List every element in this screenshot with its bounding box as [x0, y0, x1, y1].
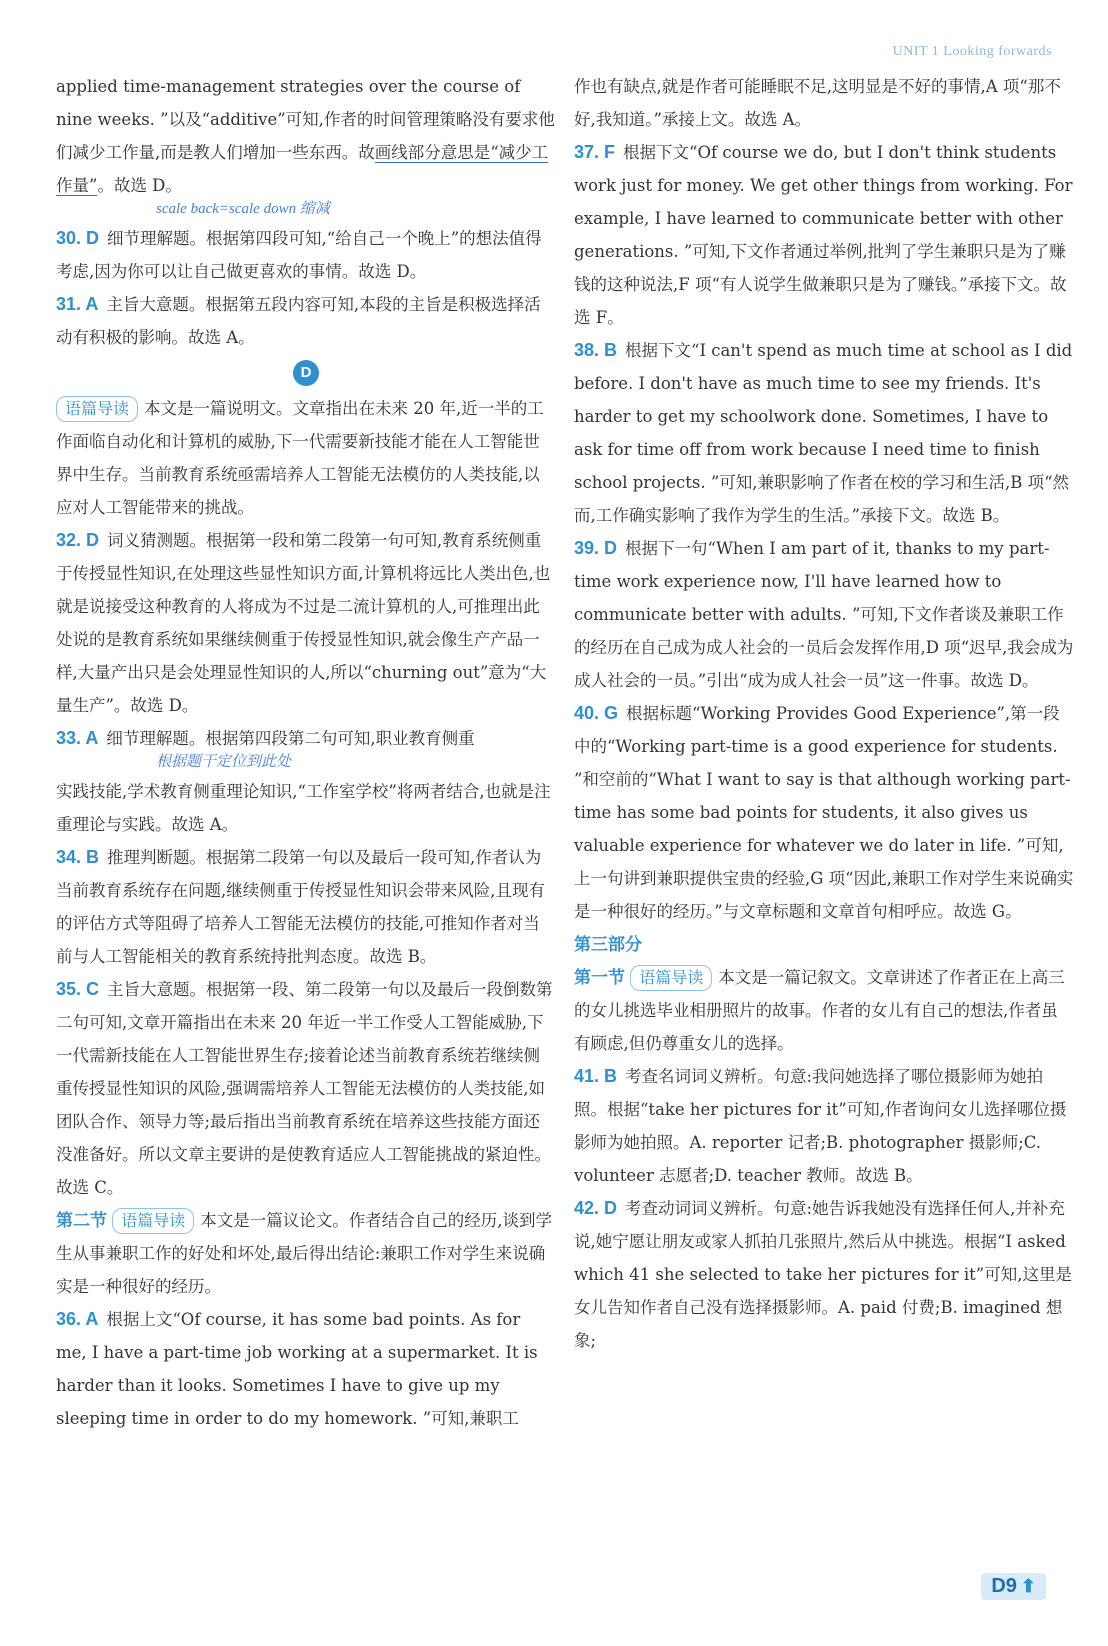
note-text: scale back=scale down 缩减	[156, 201, 330, 217]
answer-39	[574, 532, 1074, 697]
question-number: 33. A	[56, 728, 99, 748]
answer-34	[56, 841, 556, 973]
guide-text: 本文是一篇说明文。文章指出在未来 20 年,近一半的工作面临自动化和计算机的威胁,下一代需要新技能才能在人工智能世界中生存。当前教育系统亟需培养人工智能无法模仿的人类技能,以应对人工智能带来的挑战。	[56, 399, 544, 517]
answer-32	[56, 524, 556, 722]
answer-text: 词义猜测题。根据第一段和第二段第一句可知,教育系统侧重于传授显性知识,在处理这些显性知识方面,计算机将远比人类出色,也就是说接受这种教育的人将成为不过是二流计算机的人,可推理出此处说的是教育系统如果继续侧重于传授显性知识,就会像生产产品一样,大量产出只是会处理显性知识的人,所以“churning out”意为“大量生产”。故选 D。	[56, 531, 551, 715]
question-number: 31. A	[56, 294, 99, 314]
badge-letter: D	[293, 360, 319, 386]
answer-text: 主旨大意题。根据第五段内容可知,本段的主旨是积极选择活动有积极的影响。故选 A。	[56, 295, 541, 347]
left-column	[56, 70, 556, 1435]
answer-text: 作也有缺点,就是作者可能睡眠不足,这明显是不好的事情,A 项“那不好,我知道。”承接上文。故选 A。	[574, 77, 1061, 129]
answer-38	[574, 334, 1074, 532]
answer-text: 考查名词词义辨析。句意:我问她选择了哪位摄影师为她拍照。根据“take her pictures for it”可知,作者询问女儿选择哪位摄影师为她拍照。A. reporter 记者;B. photographer 摄影师;C. volunteer 志愿者;D. teacher 教师。故选 B。	[574, 1067, 1067, 1185]
right-column	[574, 70, 1074, 1357]
answer-text: 根据标题“Working Provides Good Experience”,第一段中的“Working part-time is a good experience for students. ”和空前的“What I want to say is that although working part-time has some bad points for students, it also gives us valuable experience for whatever we do later in life. ”可知,上一句讲到兼职提供宝贵的经验,G 项“因此,兼职工作对学生来说确实是一种很好的经历。”与文章标题和文章首句相呼应。故选 G。	[574, 704, 1074, 921]
answer-40	[574, 697, 1074, 928]
answer-text: 实践技能,学术教育侧重理论知识,“工作室学校”将两者结合,也就是注重理论与实践。故选 A。	[56, 782, 551, 834]
paragraph	[56, 70, 556, 202]
question-number: 37. F	[574, 142, 616, 162]
answer-30	[56, 222, 556, 288]
guide-paragraph	[56, 392, 556, 524]
answer-41	[574, 1060, 1074, 1192]
answer-text: 根据下文“I can't spend as much time at school as I did before. I don't have as much time to see my friends. It's harder to get my schoolwork done. Sometimes, I have to ask for time off from work because I need time to finish school projects. ”可知,兼职影响了作者在校的学习和生活,B 项“然而,工作确实影响了我作为学生的生活。”承接下文。故选 B。	[574, 341, 1073, 525]
underlined-text: 画线部分意思是“减少工作量”	[56, 143, 549, 195]
question-number: 39. D	[574, 538, 618, 558]
question-number: 32. D	[56, 530, 100, 550]
guide-tag: 语篇导读	[630, 965, 712, 991]
question-number: 30. D	[56, 228, 100, 248]
guide3-paragraph	[574, 961, 1074, 1060]
guide-text: 本文是一篇议论文。作者结合自己的经历,谈到学生从事兼职工作的好处和坏处,最后得出结论:兼职工作对学生来说确实是一种很好的经历。	[56, 1211, 553, 1296]
answer-36-cont	[574, 70, 1074, 136]
guide-tag: 语篇导读	[112, 1208, 194, 1234]
answer-33-cont	[56, 775, 556, 841]
answer-text: 考查动词词义辨析。句意:她告诉我她没有选择任何人,并补充说,她宁愿让朋友或家人抓拍几张照片,然后从中挑选。根据“I asked which 41 she selected to take her pictures for it”可知,这里是女儿告知作者自己没有选择摄影师。A. paid 付费;B. imagined 想象;	[574, 1199, 1072, 1350]
question-number: 38. B	[574, 340, 618, 360]
guide-tag: 语篇导读	[56, 396, 138, 422]
answer-text: 细节理解题。根据第四段可知,“给自己一个晚上”的想法值得考虑,因为你可以让自己做更喜欢的事情。故选 D。	[56, 229, 542, 281]
page-number-text: D9	[991, 1575, 1017, 1597]
answer-text: 根据下文“Of course we do, but I don't think students work just for money. We get other things from working. For example, I have learned to communicate better with other generations. ”可知,下文作者通过举例,批判了学生兼职只是为了赚钱的这种说法,F 项“有人说学生做兼职只是为了赚钱。”承接下文。故选 F。	[574, 143, 1073, 327]
answer-text: 主旨大意题。根据第一段、第二段第一句以及最后一段倒数第二句可知,文章开篇指出在未来 20 年近一半工作受人工智能威胁,下一代需新技能在人工智能世界生存;接着论述当前教育系统若继续侧重传授显性知识的风险,强调需培养人工智能无法模仿的人类技能,如团队合作、领导力等;最后指出当前教育系统在培养这些技能方面还没准备好。所以文章主要讲的是使教育适应人工智能挑战的紧迫性。故选 C。	[56, 980, 553, 1197]
section-badge	[56, 360, 556, 386]
section-label: 第一节	[574, 968, 625, 987]
answer-37	[574, 136, 1074, 334]
guide2-paragraph	[56, 1204, 556, 1303]
answer-31	[56, 288, 556, 354]
answer-text: 细节理解题。根据第四段第二句可知,职业教育侧重	[106, 729, 475, 748]
page-number	[981, 1573, 1046, 1600]
up-arrow-icon: ⬆	[1020, 1576, 1036, 1596]
question-number: 35. C	[56, 979, 100, 999]
question-number: 41. B	[574, 1066, 618, 1086]
answer-36	[56, 1303, 556, 1435]
answer-text: 根据下一句“When I am part of it, thanks to my part-time work experience now, I'll have learned how to communicate better with adults. ”可知,下文作者谈及兼职工作的经历在自己成为成人社会的一员后会发挥作用,D 项“迟早,我会成为成人社会的一员。”引出“成为成人社会一员”这一件事。故选 D。	[574, 539, 1074, 690]
text: 。故选 D。	[97, 176, 182, 195]
question-number: 36. A	[56, 1309, 99, 1329]
question-number: 40. G	[574, 703, 619, 723]
answer-42	[574, 1192, 1074, 1357]
section-label: 第二节	[56, 1211, 107, 1230]
part-three-heading: 第三部分	[574, 935, 642, 954]
question-number: 42. D	[574, 1198, 618, 1218]
answer-text: 根据上文“Of course, it has some bad points. As for me, I have a part-time job working at a supermarket. It is harder than it looks. Sometimes I have to give up my sleeping time in order to do my homework. ”可知,兼职工	[56, 1310, 538, 1428]
answer-35	[56, 973, 556, 1204]
question-number: 34. B	[56, 847, 100, 867]
note-text: 根据题干定位到此处	[156, 754, 292, 770]
guide-text: 本文是一篇记叙文。文章讲述了作者正在上高三的女儿挑选毕业相册照片的故事。作者的女儿有自己的想法,作者虽有顾虑,但仍尊重女儿的选择。	[574, 968, 1065, 1053]
unit-header: UNIT 1 Looking forwards	[892, 44, 1052, 59]
answer-text: 推理判断题。根据第二段第一句以及最后一段可知,作者认为当前教育系统存在问题,继续侧重于传授显性知识会带来风险,且现有的评估方式等阻碍了培养人工智能无法模仿的技能,可推知作者对当前与人工智能相关的教育系统持批判态度。故选 B。	[56, 848, 545, 966]
text: applied time-management strategies over the course of nine weeks. ”以及“additive”可知,作者的时间管理策略没有要求他们减少工作量,而是教人们增加一些东西。故	[56, 77, 555, 162]
